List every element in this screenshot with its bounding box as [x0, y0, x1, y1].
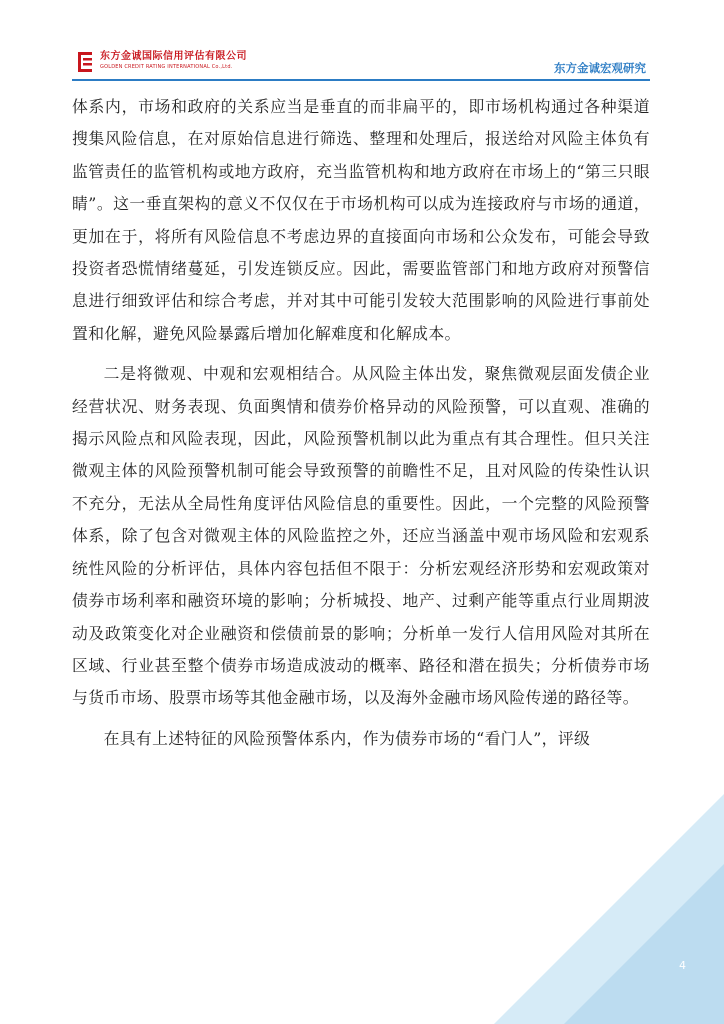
paragraph-continuation: 体系内，市场和政府的关系应当是垂直的而非扁平的，即市场机构通过各种渠道搜集风险信息，在对原始信息进行筛选、整理和处理后，报送给对风险主体负有监管责任的监管机构或地方政府，充当监管机构和地方政府在市场上的“第三只眼睛”。这一垂直架构的意义不仅仅在于市场机构可以成为连接政府与市场的通道，更加在于，将所有风险信息不考虑边界的直接面向市场和公众发布，可能会导致投资者恐慌情绪蔓延，引发连锁反应。因此，需要监管部门和地方政府对预警信息进行细致评估和综合考虑，并对其中可能引发较大范围影响的风险进行事前处置和化解，避免风险暴露后增加化解难度和化解成本。 [72, 97, 650, 343]
header-divider [72, 79, 650, 81]
company-logo-icon [78, 52, 94, 72]
page-header [72, 48, 650, 78]
company-name-en: GOLDEN CREDIT RATING INTERNATIONAL Co.,Ltd. [100, 64, 233, 70]
company-logo-text [100, 51, 247, 71]
paragraph-micro-macro: 二是将微观、中观和宏观相结合。从风险主体出发，聚焦微观层面发债企业经营状况、财务表现、负面舆情和债券价格异动的风险预警，可以直观、准确的揭示风险点和风险表现，因此，风险预警机制以此为重点有其合理性。但只关注微观主体的风险预警机制可能会导致预警的前瞻性不足，且对风险的传染性认识不充分，无法从全局性角度评估风险信息的重要性。因此，一个完整的风险预警体系，除了包含对微观主体的风险监控之外，还应当涵盖中观市场风险和宏观系统性风险的分析评估，具体内容包括但不限于：分析宏观经济形势和宏观政策对债券市场利率和融资环境的影响；分析城投、地产、过剩产能等重点行业周期波动及政策变化对企业融资和偿债前景的影响；分析单一发行人信用风险对其所在区域、行业甚至整个债券市场造成波动的概率、路径和潜在损失；分析债券市场与货币市场、股票市场等其他金融市场，以及海外金融市场风险传递的路径等。 [72, 364, 650, 708]
page-number: 4 [679, 959, 686, 972]
corner-decoration [494, 794, 724, 1024]
report-series-title: 东方金诚宏观研究 [554, 61, 646, 75]
paragraph-rating-agency: 在具有上述特征的风险预警体系内，作为债券市场的“看门人”，评级 [103, 728, 591, 748]
company-name-cn: 东方金诚国际信用评估有限公司 [100, 51, 247, 62]
page-body [72, 91, 650, 763]
